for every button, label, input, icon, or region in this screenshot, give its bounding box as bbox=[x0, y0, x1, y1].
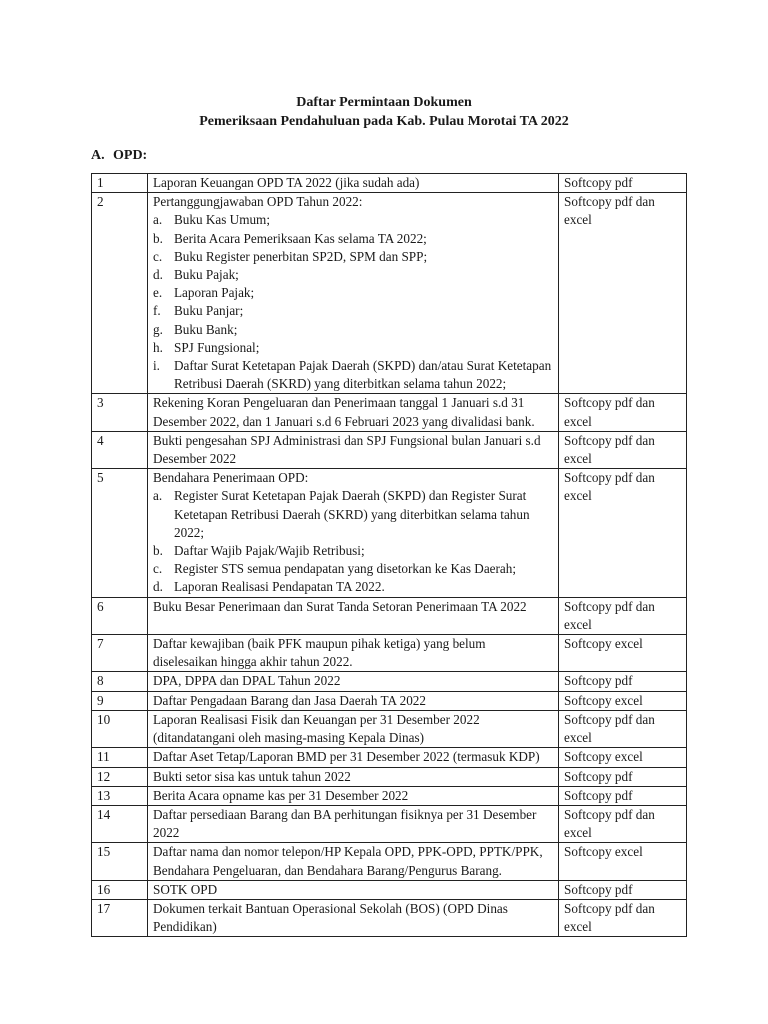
row-description bbox=[148, 691, 559, 710]
row-output-format: Softcopy excel bbox=[559, 691, 687, 710]
row-description bbox=[148, 880, 559, 899]
row-number: 1 bbox=[92, 174, 148, 193]
sub-item bbox=[153, 284, 552, 302]
section-label: OPD: bbox=[113, 148, 148, 163]
row-output-format: Softcopy excel bbox=[559, 843, 687, 880]
table-row bbox=[92, 710, 687, 747]
row-description-text: Daftar Pengadaan Barang dan Jasa Daerah TA 2022 bbox=[153, 692, 426, 708]
row-output-format: Softcopy pdf bbox=[559, 786, 687, 805]
row-description bbox=[148, 672, 559, 691]
table-row bbox=[92, 672, 687, 691]
sub-item-text: Buku Register penerbitan SP2D, SPM dan SPP; bbox=[174, 248, 428, 264]
row-description bbox=[148, 597, 559, 634]
row-description bbox=[148, 635, 559, 672]
row-output-format: Softcopy pdf dan excel bbox=[559, 899, 687, 936]
row-description-text: Daftar persediaan Barang dan BA perhitungan fisiknya per 31 Desember 2022 bbox=[153, 806, 537, 841]
row-description bbox=[148, 394, 559, 431]
sub-item bbox=[153, 578, 552, 596]
row-description bbox=[148, 805, 559, 842]
sub-item-marker: c. bbox=[153, 248, 163, 264]
sub-item-marker: d. bbox=[153, 267, 163, 283]
row-output-format: Softcopy pdf dan excel bbox=[559, 394, 687, 431]
sub-item-list bbox=[153, 211, 552, 393]
sub-item bbox=[153, 321, 552, 339]
table-row bbox=[92, 394, 687, 431]
row-description bbox=[148, 786, 559, 805]
row-number: 16 bbox=[92, 880, 148, 899]
sub-item-marker: f. bbox=[153, 303, 161, 319]
table-row bbox=[92, 469, 687, 597]
sub-item-marker: a. bbox=[153, 488, 163, 504]
sub-item bbox=[153, 302, 552, 320]
row-description bbox=[148, 193, 559, 394]
table-row bbox=[92, 174, 687, 193]
table-row bbox=[92, 767, 687, 786]
row-number: 9 bbox=[92, 691, 148, 710]
table-row bbox=[92, 691, 687, 710]
section-heading bbox=[91, 148, 147, 164]
sub-item-marker: c. bbox=[153, 561, 163, 577]
sub-item-marker: g. bbox=[153, 321, 163, 337]
sub-item-text: Daftar Surat Ketetapan Pajak Daerah (SKPD) dan/atau Surat Ketetapan Retribusi Daerah (SKRD) yang diterbitkan selama tahun 2022; bbox=[174, 358, 552, 392]
sub-item-marker: e. bbox=[153, 285, 163, 301]
row-number: 11 bbox=[92, 748, 148, 767]
row-output-format: Softcopy excel bbox=[559, 635, 687, 672]
row-number: 3 bbox=[92, 394, 148, 431]
sub-item bbox=[153, 211, 552, 229]
row-output-format: Softcopy pdf dan excel bbox=[559, 431, 687, 468]
row-description-text: Berita Acara opname kas per 31 Desember 2022 bbox=[153, 787, 409, 803]
row-number: 6 bbox=[92, 597, 148, 634]
sub-item-text: Laporan Pajak; bbox=[174, 285, 255, 301]
row-output-format: Softcopy pdf bbox=[559, 880, 687, 899]
sub-item-marker: b. bbox=[153, 230, 163, 246]
table-row bbox=[92, 748, 687, 767]
document-subtitle: Pemeriksaan Pendahuluan pada Kab. Pulau Morotai TA 2022 bbox=[199, 114, 569, 129]
row-description-text: Bukti pengesahan SPJ Administrasi dan SPJ Fungsional bulan Januari s.d Desember 2022 bbox=[153, 432, 541, 467]
row-output-format: Softcopy pdf bbox=[559, 767, 687, 786]
document-header bbox=[0, 93, 768, 131]
document-request-table bbox=[91, 173, 687, 937]
table-row bbox=[92, 193, 687, 394]
row-description-text: Rekening Koran Pengeluaran dan Penerimaan tanggal 1 Januari s.d 31 Desember 2022, dan 1 Januari s.d 6 Februari 2023 yang divalidasi bank. bbox=[153, 395, 535, 429]
table-row bbox=[92, 431, 687, 468]
row-description bbox=[148, 899, 559, 936]
table-body bbox=[92, 174, 687, 937]
sub-item-text: Daftar Wajib Pajak/Wajib Retribusi; bbox=[174, 543, 365, 559]
row-description-text: Bendahara Penerimaan OPD: bbox=[153, 470, 309, 486]
row-description-text: Daftar Aset Tetap/Laporan BMD per 31 Desember 2022 (termasuk KDP) bbox=[153, 749, 540, 765]
row-description bbox=[148, 767, 559, 786]
section-letter: A. bbox=[91, 148, 105, 163]
sub-item-marker: i. bbox=[153, 358, 160, 374]
row-output-format: Softcopy excel bbox=[559, 748, 687, 767]
row-description-text: Pertanggungjawaban OPD Tahun 2022: bbox=[153, 194, 363, 210]
sub-item-marker: b. bbox=[153, 543, 163, 559]
table-row bbox=[92, 843, 687, 880]
sub-item bbox=[153, 357, 552, 393]
row-number: 15 bbox=[92, 843, 148, 880]
table-row bbox=[92, 805, 687, 842]
row-number: 13 bbox=[92, 786, 148, 805]
row-description bbox=[148, 843, 559, 880]
sub-item bbox=[153, 248, 552, 266]
row-number: 8 bbox=[92, 672, 148, 691]
row-number: 5 bbox=[92, 469, 148, 597]
row-number: 7 bbox=[92, 635, 148, 672]
sub-item bbox=[153, 339, 552, 357]
row-description-text: Buku Besar Penerimaan dan Surat Tanda Setoran Penerimaan TA 2022 bbox=[153, 598, 527, 614]
row-description-text: Bukti setor sisa kas untuk tahun 2022 bbox=[153, 768, 351, 784]
row-description bbox=[148, 748, 559, 767]
document-title: Daftar Permintaan Dokumen bbox=[296, 95, 472, 110]
row-description-text: Daftar kewajiban (baik PFK maupun pihak ketiga) yang belum diselesaikan hingga akhir tahun 2022. bbox=[153, 636, 486, 670]
row-output-format: Softcopy pdf dan excel bbox=[559, 469, 687, 597]
sub-item-marker: d. bbox=[153, 579, 163, 595]
sub-item-text: Register STS semua pendapatan yang disetorkan ke Kas Daerah; bbox=[174, 561, 517, 577]
sub-item-text: Buku Pajak; bbox=[174, 267, 239, 283]
table-row bbox=[92, 597, 687, 634]
row-number: 10 bbox=[92, 710, 148, 747]
row-description bbox=[148, 174, 559, 193]
sub-item-text: Buku Panjar; bbox=[174, 303, 244, 319]
sub-item bbox=[153, 230, 552, 248]
row-number: 12 bbox=[92, 767, 148, 786]
row-number: 14 bbox=[92, 805, 148, 842]
row-description-text: DPA, DPPA dan DPAL Tahun 2022 bbox=[153, 673, 341, 689]
row-output-format: Softcopy pdf bbox=[559, 174, 687, 193]
sub-item-text: Berita Acara Pemeriksaan Kas selama TA 2022; bbox=[174, 230, 427, 246]
table-row bbox=[92, 786, 687, 805]
row-output-format: Softcopy pdf dan excel bbox=[559, 805, 687, 842]
table-row bbox=[92, 880, 687, 899]
row-description bbox=[148, 710, 559, 747]
sub-item-marker: a. bbox=[153, 212, 163, 228]
sub-item bbox=[153, 542, 552, 560]
sub-item-text: Laporan Realisasi Pendapatan TA 2022. bbox=[174, 579, 385, 595]
row-number: 17 bbox=[92, 899, 148, 936]
table-row bbox=[92, 899, 687, 936]
row-description-text: SOTK OPD bbox=[153, 881, 218, 897]
row-description-text: Dokumen terkait Bantuan Operasional Sekolah (BOS) (OPD Dinas Pendidikan) bbox=[153, 900, 508, 935]
row-number: 4 bbox=[92, 431, 148, 468]
sub-item-text: Buku Kas Umum; bbox=[174, 212, 270, 228]
sub-item bbox=[153, 487, 552, 542]
table-row bbox=[92, 635, 687, 672]
sub-item-marker: h. bbox=[153, 339, 163, 355]
row-description-text: Daftar nama dan nomor telepon/HP Kepala OPD, PPK-OPD, PPTK/PPK, Bendahara Pengeluaran, dan Bendahara Barang/Pengurus Barang. bbox=[153, 844, 543, 878]
row-number: 2 bbox=[92, 193, 148, 394]
sub-item-list bbox=[153, 487, 552, 596]
sub-item bbox=[153, 266, 552, 284]
row-output-format: Softcopy pdf dan excel bbox=[559, 193, 687, 394]
row-output-format: Softcopy pdf dan excel bbox=[559, 597, 687, 634]
row-description bbox=[148, 431, 559, 468]
sub-item-text: Register Surat Ketetapan Pajak Daerah (SKPD) dan Register Surat Ketetapan Retribusi Daerah (SKRD) yang diterbitkan selama tahun 2022; bbox=[174, 488, 530, 540]
row-output-format: Softcopy pdf dan excel bbox=[559, 710, 687, 747]
sub-item bbox=[153, 560, 552, 578]
row-description bbox=[148, 469, 559, 597]
sub-item-text: Buku Bank; bbox=[174, 321, 238, 337]
row-output-format: Softcopy pdf bbox=[559, 672, 687, 691]
sub-item-text: SPJ Fungsional; bbox=[174, 339, 260, 355]
row-description-text: Laporan Realisasi Fisik dan Keuangan per 31 Desember 2022 (ditandatangani oleh masing-masing Kepala Dinas) bbox=[153, 711, 480, 746]
row-description-text: Laporan Keuangan OPD TA 2022 (jika sudah ada) bbox=[153, 175, 420, 190]
